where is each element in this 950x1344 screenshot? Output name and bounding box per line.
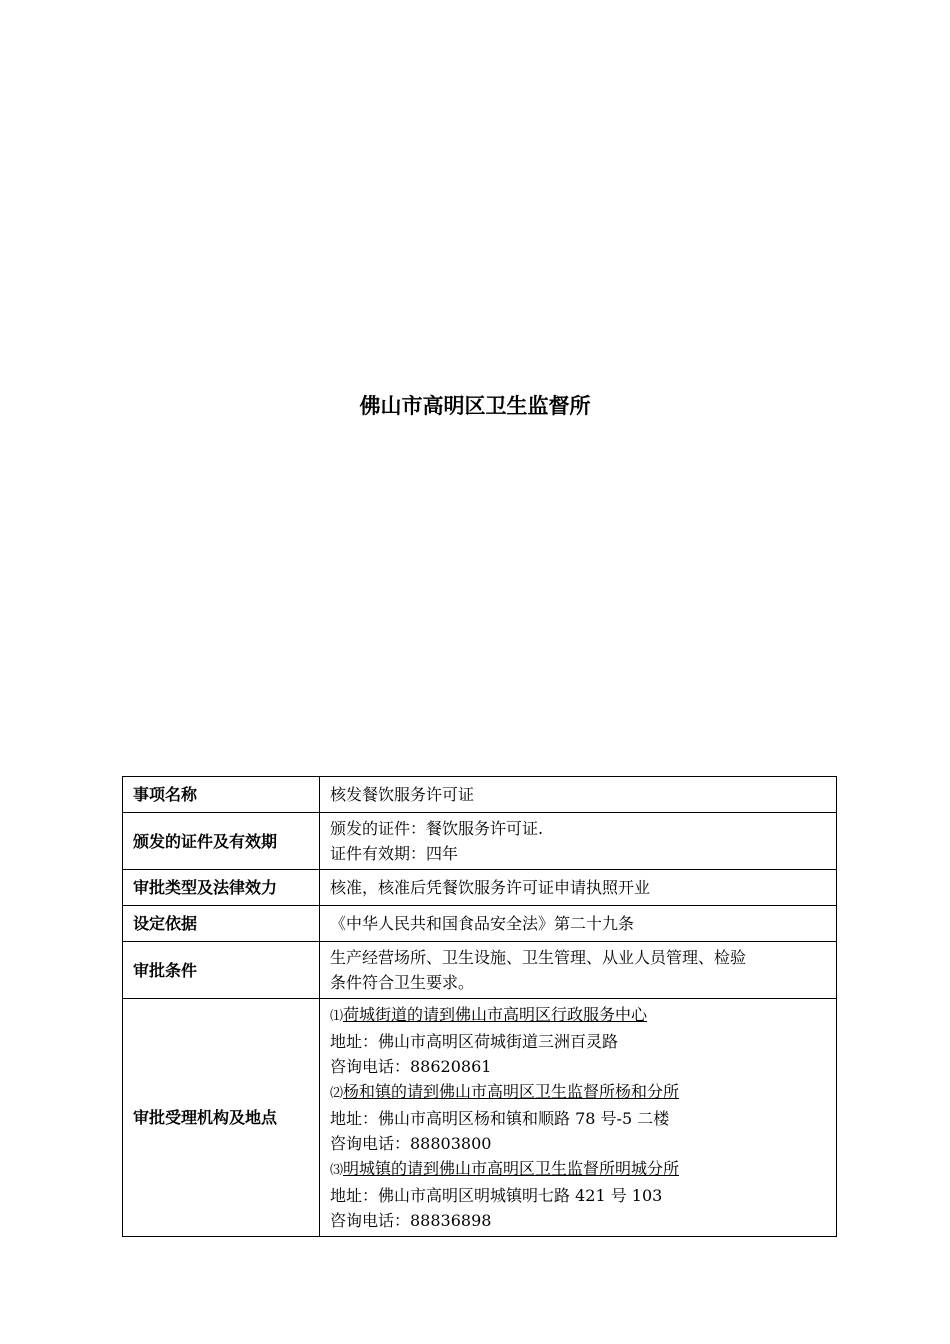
office-number: ⑶ bbox=[330, 1163, 344, 1178]
row-value bbox=[320, 942, 837, 999]
table-row bbox=[123, 813, 837, 870]
value-line: 核准，核准后凭餐饮服务许可证申请执照开业 bbox=[330, 878, 651, 897]
row-value bbox=[320, 906, 837, 942]
office-address: 地址：佛山市高明区杨和镇和顺路 78 号-5 二楼 bbox=[330, 1109, 670, 1128]
value-line: 生产经营场所、卫生设施、卫生管理、从业人员管理、检验 bbox=[330, 948, 747, 967]
row-label: 审批受理机构及地点 bbox=[123, 999, 320, 1237]
office-address: 地址：佛山市高明区明城镇明七路 421 号 103 bbox=[330, 1186, 663, 1205]
table-row bbox=[123, 870, 837, 906]
office-phone: 咨询电话：88620861 bbox=[330, 1057, 492, 1076]
office-number: ⑴ bbox=[330, 1009, 344, 1024]
row-value bbox=[320, 999, 837, 1237]
row-value bbox=[320, 777, 837, 813]
row-value bbox=[320, 870, 837, 906]
table-row bbox=[123, 777, 837, 813]
office-name: 明城镇的请到佛山市高明区卫生监督所明城分所 bbox=[343, 1159, 680, 1178]
row-label: 颁发的证件及有效期 bbox=[123, 813, 320, 870]
row-label: 事项名称 bbox=[123, 777, 320, 813]
office-name-line bbox=[330, 1002, 826, 1029]
office-name-line bbox=[330, 1156, 826, 1183]
table-row bbox=[123, 942, 837, 999]
office-phone: 咨询电话：88836898 bbox=[330, 1211, 492, 1230]
row-label: 审批类型及法律效力 bbox=[123, 870, 320, 906]
value-line: 证件有效期：四年 bbox=[330, 844, 459, 863]
value-line: 条件符合卫生要求。 bbox=[330, 973, 475, 992]
approval-info-table bbox=[122, 776, 837, 1237]
value-line: 核发餐饮服务许可证 bbox=[330, 785, 475, 804]
office-number: ⑵ bbox=[330, 1086, 344, 1101]
row-label: 审批条件 bbox=[123, 942, 320, 999]
table-row bbox=[123, 999, 837, 1237]
row-value bbox=[320, 813, 837, 870]
page-title: 佛山市高明区卫生监督所 bbox=[359, 394, 591, 418]
value-line: 颁发的证件：餐饮服务许可证. bbox=[330, 819, 544, 838]
office-phone: 咨询电话：88803800 bbox=[330, 1134, 492, 1153]
row-label: 设定依据 bbox=[123, 906, 320, 942]
office-name: 杨和镇的请到佛山市高明区卫生监督所杨和分所 bbox=[343, 1082, 680, 1101]
office-name-line bbox=[330, 1079, 826, 1106]
table-row bbox=[123, 906, 837, 942]
office-address: 地址：佛山市高明区荷城街道三洲百灵路 bbox=[330, 1032, 619, 1051]
office-name: 荷城街道的请到佛山市高明区行政服务中心 bbox=[343, 1005, 648, 1024]
value-line: 《中华人民共和国食品安全法》第二十九条 bbox=[330, 914, 635, 933]
